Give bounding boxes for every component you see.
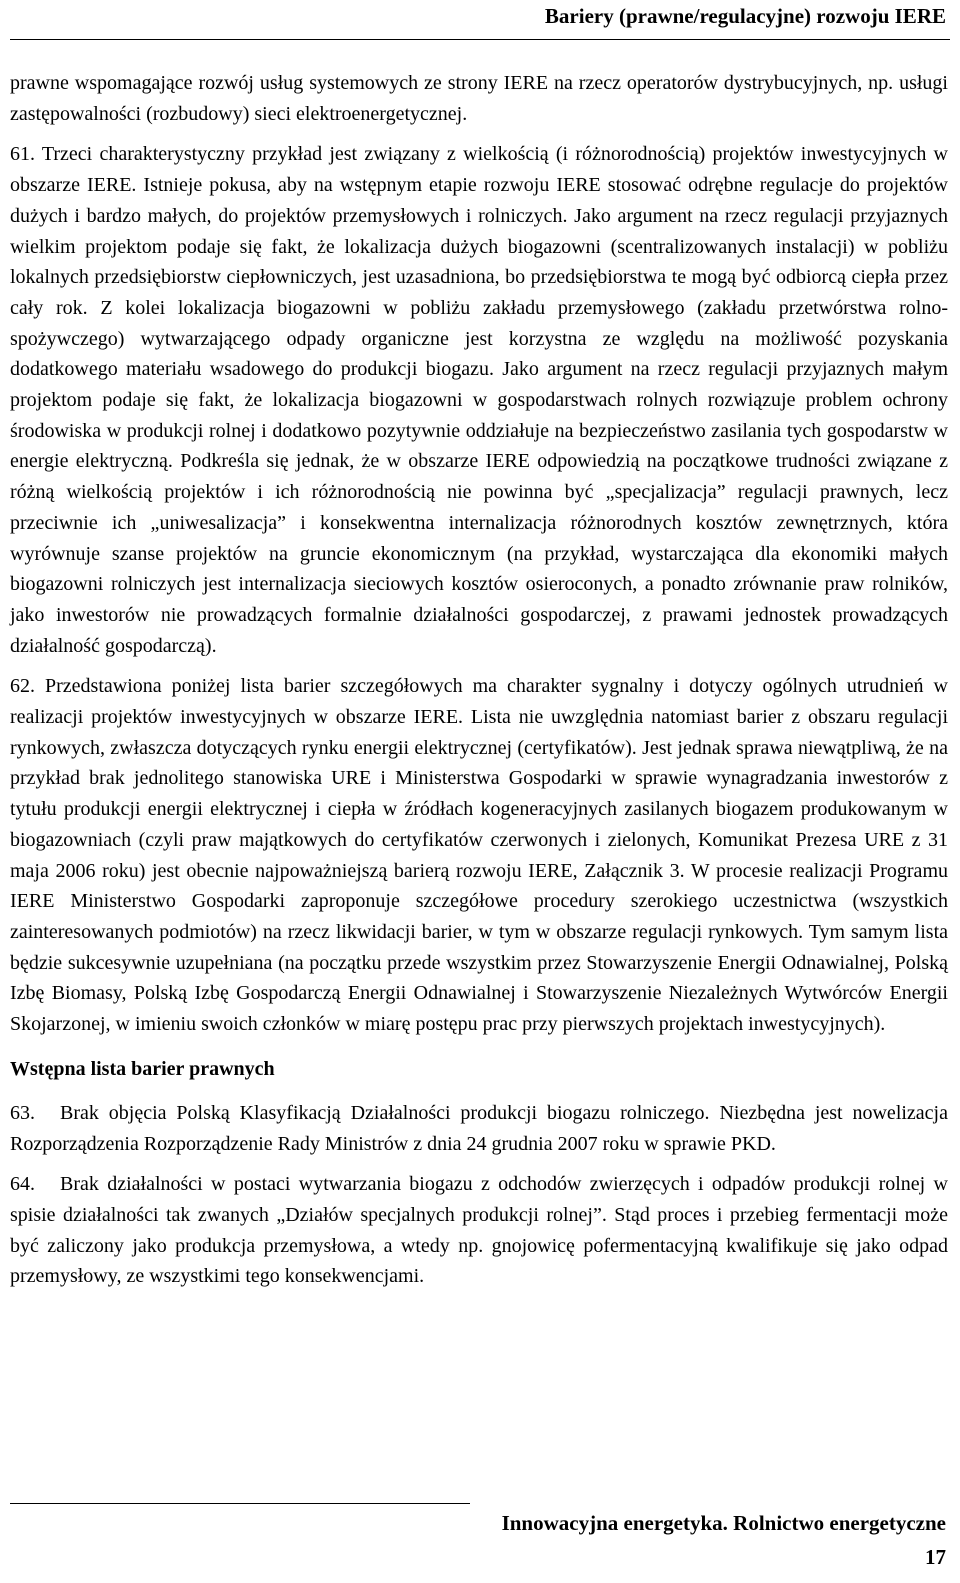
paragraph-continuation (10, 68, 948, 129)
paragraph-number: 61. (10, 143, 35, 166)
paragraph-number: 62. (10, 675, 35, 698)
list-item-63 (10, 1098, 948, 1159)
list-item-number: 64. (10, 1173, 35, 1196)
paragraph-62 (10, 671, 948, 1039)
document-body (10, 68, 948, 1292)
paragraph-text: Trzeci charakterystyczny przykład jest związany z wielkością (i różnorodnością) projektów inwestycyjnych w obszarze IERE. Istnieje pokusa, aby na wstępnym etapie rozwoju IERE stosować odrębne regulacje do projektów dużych i bardzo małych, do projektów przemysłowych i rolniczych. Jako argument na rzecz regulacji przyjaznych wielkim projektom podaje się fakt, że lokalizacja dużych biogazowni (scentralizowanych instalacji) w pobliżu lokalnych przedsiębiorstw ciepłowniczych, jest uzasadniona, bo przedsiębiorstwa te mogą być odbiorcą ciepła przez cały rok. Z kolei lokalizacja biogazowni w pobliżu zakładu przemysłowego (zakładu przetwórstwa rolno-spożywczego) wytwarzającego odpady organiczne jest korzystna ze względu na możliwość pozyskania dodatkowego materiału wsadowego do produkcji biogazu. Jako argument na rzecz regulacji przyjaznych małym projektom podaje się fakt, że lokalizacja biogazowni w gospodarstwach rolnych rozwiązuje problem ochrony środowiska w produkcji rolnej i dodatkowo pozytywnie oddziałuje na bezpieczeństwo zasilania tych gospodarstw w energie elektryczną. Podkreśla się jednak, że w obszarze IERE odpowiedzią na początkowe trudności związane z różną wielkością projektów i ich różnorodnością nie powinna być „specjalizacja” regulacji prawnych, lecz przeciwnie ich „uniwesalizacja” i konsekwentna internalizacja różnorodnych kosztów zewnętrznych, która wyrównuje szanse projektów na gruncie ekonomicznym (na przykład, wystarczająca dla ekonomiki małych biogazowni rolniczych jest internalizacja sieciowych kosztów osieroconych, a ponadto zrównanie praw rolników, jako inwestorów nie prowadzących formalnie działalności gospodarczej, z prawami jednostek prowadzących działalność gospodarczą). (10, 143, 948, 657)
page-header (0, 0, 960, 50)
section-heading: Wstępna lista barier prawnych (10, 1057, 275, 1080)
footer-divider (10, 1503, 470, 1504)
running-header-title: Bariery (prawne/regulacyjne) rozwoju IERE (544, 4, 946, 28)
page-number: 17 (925, 1545, 946, 1569)
list-item-text: Brak objęcia Polską Klasyfikacją Działalności produkcji biogazu rolniczego. Niezbędna jest nowelizacja Rozporządzenia Rozporządzenie Rady Ministrów z dnia 24 grudnia 2007 roku w sprawie PKD. (10, 1101, 948, 1155)
paragraph-text: Przedstawiona poniżej lista barier szczegółowych ma charakter sygnalny i dotyczy ogólnych utrudnień w realizacji projektów inwestycyjnych w obszarze IERE. Lista nie uwzględnia natomiast barier z obszaru regulacji rynkowych, zwłaszcza dotyczących rynku energii elektrycznej (certyfikatów). Jest jednak sprawa niewątpliwą, że na przykład brak jednolitego stanowiska URE i Ministerstwa Gospodarki w sprawie wynagradzania inwestorów z tytułu produkcji energii elektrycznej i ciepła w źródłach kogeneracyjnych zasilanych biogazem produkowanym w biogazowniach (czyli praw majątkowych do certyfikatów czerwonych i zielonych, Komunikat Prezesa URE z 31 maja 2006 roku) jest obecnie najpoważniejszą barierą rozwoju IERE, Załącznik 3. W procesie realizacji Programu IERE Ministerstwo Gospodarki zaproponuje szczegółowe procedury szerokiego uczestnictwa (wszystkich zainteresowanych podmiotów) na rzecz likwidacji barier, w tym w obszarze regulacji rynkowych. Tym samym lista będzie sukcesywnie uzupełniana (na początku przede wszystkim przez Stowarzyszenie Energii Odnawialnej, Polską Izbę Biomasy, Polską Izbę Gospodarczą Energii Odnawialnej i Stowarzyszenie Niezależnych Wytwórców Energii Skojarzonej, w imieniu swoich członków w miarę postępu prac przy pierwszych projektach inwestycyjnych). (10, 675, 948, 1036)
header-divider (10, 39, 950, 40)
list-item-64 (10, 1169, 948, 1292)
footer-title: Innowacyjna energetyka. Rolnictwo energetyczne (501, 1511, 946, 1535)
paragraph-61 (10, 139, 948, 661)
paragraph-text: prawne wspomagające rozwój usług systemowych ze strony IERE na rzecz operatorów dystrybucyjnych, np. usługi zastępowalności (rozbudowy) sieci elektroenergetycznej. (10, 72, 948, 125)
list-item-number: 63. (10, 1101, 35, 1124)
list-item-text: Brak działalności w postaci wytwarzania biogazu z odchodów zwierzęcych i odpadów produkcji rolnej w spisie działalności tak zwanych „Działów specjalnych produkcji rolnej”. Stąd proces i przebieg fermentacji może być zaliczony jako produkcja przemysłowa, a wtedy np. gnojowicę pofermentacyjną kwalifikuje się jako odpad przemysłowy, ze wszystkimi tego konsekwencjami. (10, 1173, 948, 1288)
